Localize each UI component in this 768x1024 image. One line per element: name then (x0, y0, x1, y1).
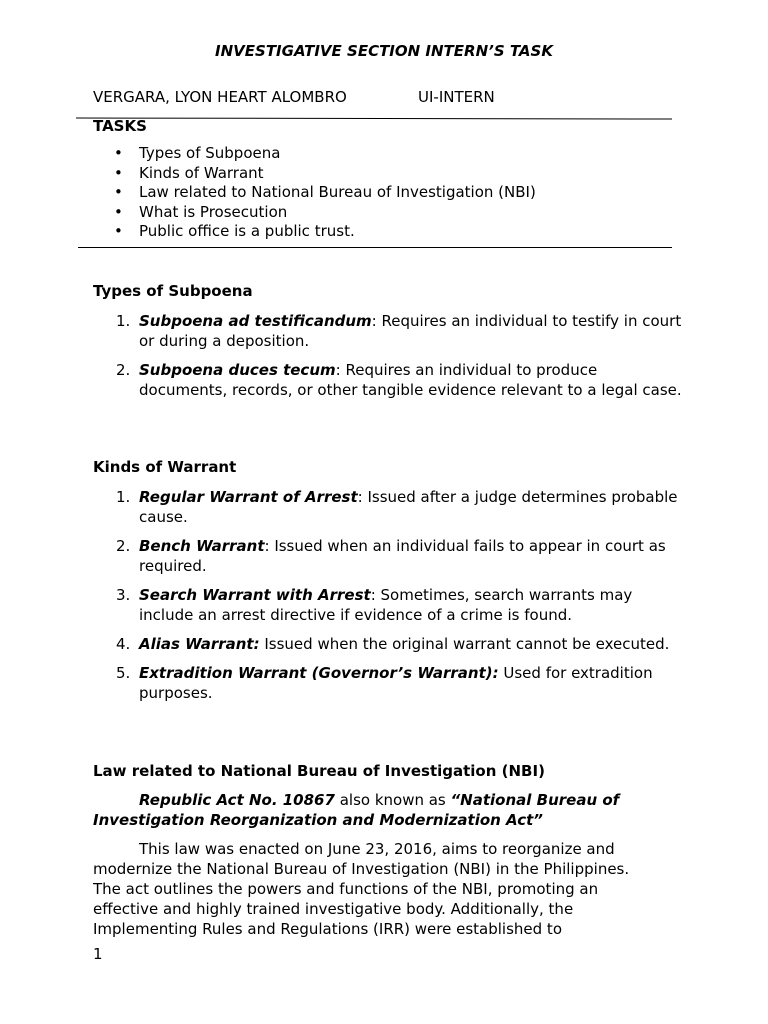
task-list (93, 144, 536, 242)
list-item: 3. Search Warrant with Arrest: Sometimes, search warrants may include an arrest directive if evidence of a crime is found. (116, 586, 633, 624)
nbi-body-text: This law was enacted on June 23, 2016, aims to reorganize and modernize the National Bureau of Investigation (NBI) in the Philippines. The act outlines the powers and functions of the NBI, promoting an effective and highly trained investigative body. Additionally, the Implementing Rules and Regulations (IRR) were established to (93, 840, 630, 938)
list-item: • Law related to National Bureau of Investigation (NBI) (114, 183, 536, 202)
list-item: • Kinds of Warrant (114, 163, 264, 182)
bullet-icon: • (114, 163, 123, 182)
list-item: 5. Extradition Warrant (Governor’s Warrant): Used for extradition purposes. (116, 664, 653, 702)
tasks-heading: TASKS (93, 117, 147, 135)
bullet-icon: • (114, 202, 123, 221)
warrant-list (93, 487, 683, 712)
intern-role: UI-INTERN (418, 88, 495, 106)
bottom-divider (78, 247, 672, 248)
intern-name: VERGARA, LYON HEART ALOMBRO (93, 88, 347, 106)
nbi-heading: Law related to National Bureau of Investigation (NBI) (93, 762, 545, 780)
document-title: INVESTIGATIVE SECTION INTERN’S TASK (215, 42, 553, 60)
subpoena-heading: Types of Subpoena (93, 282, 253, 300)
page-number: 1 (93, 945, 103, 963)
bullet-icon: • (114, 144, 123, 162)
list-item: 4. Alias Warrant: Issued when the original warrant cannot be executed. (116, 635, 670, 653)
list-item: • Types of Subpoena (114, 144, 281, 162)
list-item: 2. Subpoena duces tecum: Requires an individual to produce documents, records, or other tangible evidence relevant to a legal case. (116, 361, 682, 399)
bullet-icon: • (114, 183, 123, 202)
list-item: 2. Bench Warrant: Issued when an individual fails to appear in court as required. (116, 537, 666, 575)
list-item: • What is Prosecution (114, 202, 288, 221)
list-item: • Public office is a public trust. (114, 222, 355, 241)
list-item: 1. Subpoena ad testificandum: Requires an individual to testify in court or during a deposition. (116, 312, 682, 350)
top-divider (76, 117, 672, 119)
warrant-heading: Kinds of Warrant (93, 458, 237, 476)
nbi-law-title: Republic Act No. 10867 also known as “National Bureau of Investigation Reorganization and Modernization Act” (93, 791, 620, 829)
bullet-icon: • (114, 222, 123, 241)
subpoena-list (93, 311, 683, 409)
list-item: 1. Regular Warrant of Arrest: Issued after a judge determines probable cause. (116, 488, 678, 526)
